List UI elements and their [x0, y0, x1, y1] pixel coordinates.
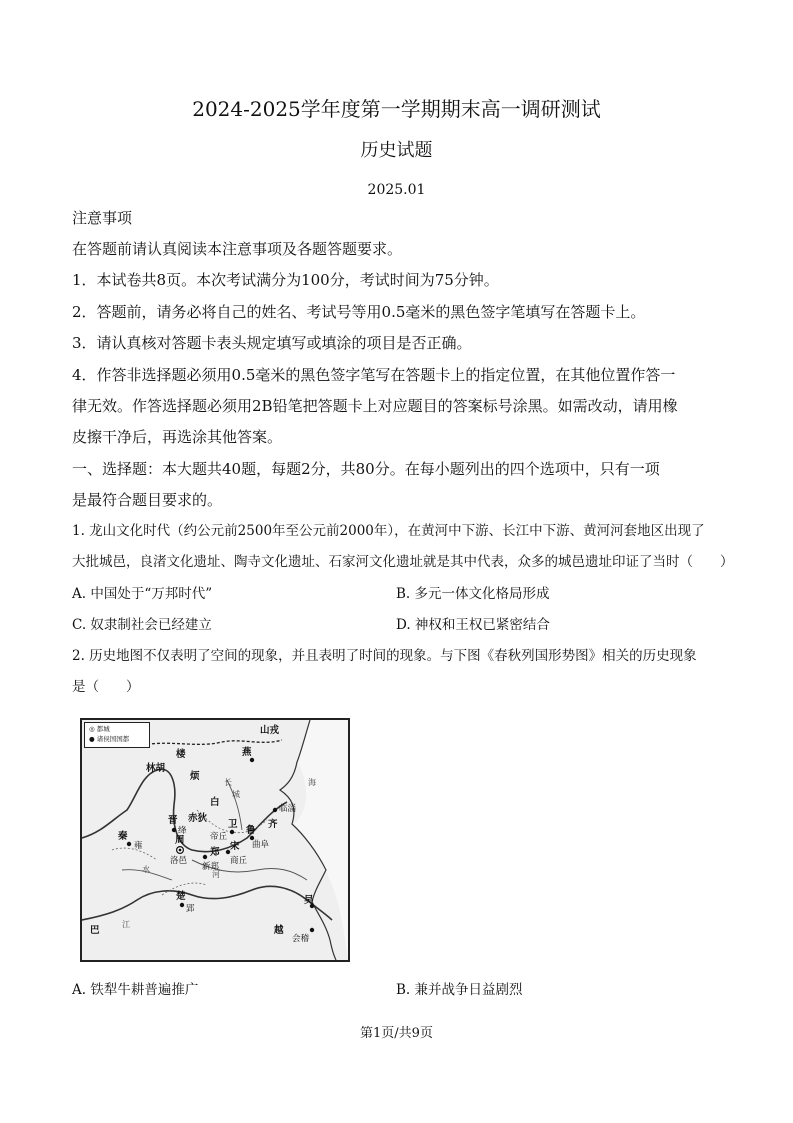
- map-label: 赤狄: [188, 813, 208, 824]
- map-label: 商丘: [230, 856, 248, 866]
- notes-intro: 在答题前请认真阅读本注意事项及各题答题要求。: [72, 240, 403, 258]
- question-1-option-b[interactable]: B. 多元一体文化格局形成: [396, 586, 550, 602]
- legend-state-capital: ● 诸侯国国都: [89, 735, 130, 743]
- question-1-option-d[interactable]: D. 神权和王权已紧密结合: [396, 617, 550, 633]
- question-2-option-b[interactable]: B. 兼并战争日益剧烈: [396, 982, 523, 998]
- notes-item: 4．作答非选择题必须用0.5毫米的黑色签字笔写在答题卡上的指定位置，在其他位置作答一: [72, 366, 676, 384]
- question-2-stem: 是（ ）: [72, 679, 140, 695]
- question-1-stem: 1. 龙山文化时代（约公元前2500年至公元前2000年），在黄河中下游、长江中下游、黄河河套地区出现了: [72, 523, 705, 539]
- notes-item: 皮擦干净后，再选涂其他答案。: [72, 428, 283, 446]
- question-1-stem: 大批城邑，良渚文化遗址、陶寺文化遗址、石家河文化遗址就是其中代表，众多的城邑遗址印证了当时（ ）: [72, 554, 734, 570]
- notes-item: 1．本试卷共8页。本次考试满分为100分，考试时间为75分钟。: [72, 271, 499, 289]
- notes-item: 2．答题前，请务必将自己的姓名、考试号等用0.5毫米的黑色签字笔填写在答题卡上。: [72, 303, 646, 321]
- map-label: 山戎: [260, 725, 280, 736]
- map-label: 帝丘: [210, 832, 228, 842]
- question-2-stem: 2. 历史地图不仅表明了空间的现象，并且表明了时间的现象。与下图《春秋列国形势图》相关的历史现象: [72, 648, 697, 664]
- section-instructions: 一、选择题：本大题共40题，每题2分，共80分。在每小题列出的四个选项中，只有一项: [72, 460, 660, 478]
- map-label: 吴: [304, 895, 314, 906]
- map-label: 楚: [176, 891, 186, 902]
- question-2-option-a[interactable]: A. 铁犁牛耕普遍推广: [72, 982, 199, 998]
- notes-heading: 注意事项: [72, 209, 133, 227]
- map-label: 会稽: [292, 934, 310, 944]
- map-label: 河: [212, 870, 220, 879]
- subject-title: 历史试题: [360, 140, 433, 161]
- notes-item: 3．请认真核对答题卡表头规定填写或填涂的项目是否正确。: [72, 334, 472, 352]
- map-label: 新郑: [202, 862, 220, 872]
- page-number: 第1页/共9页: [360, 1026, 433, 1041]
- map-label: 烦: [190, 771, 200, 782]
- section-instructions: 是最符合题目要求的。: [72, 491, 223, 509]
- map-label: 江: [122, 920, 130, 929]
- map-label: 宋: [230, 841, 240, 852]
- map-label: 海: [308, 778, 316, 787]
- map-label: 绛: [178, 826, 187, 836]
- map-label: 巴: [90, 925, 100, 936]
- map-label: 卫: [228, 819, 238, 830]
- map-label: 周: [175, 835, 185, 846]
- spring-autumn-states-map: [80, 718, 350, 962]
- map-label: 雍: [134, 841, 143, 851]
- exam-title: 2024-2025学年度第一学期期末高一调研测试: [192, 97, 601, 121]
- map-label: 郑: [210, 847, 220, 858]
- legend-capital: ◎ 都城: [89, 725, 110, 733]
- map-legend: [84, 722, 150, 748]
- question-1-option-c[interactable]: C. 奴隶制社会已经建立: [72, 617, 212, 633]
- exam-date: 2025.01: [367, 182, 426, 198]
- map-label: 晋: [168, 815, 178, 826]
- map-label: 长: [224, 778, 232, 787]
- map-label: 郢: [186, 904, 195, 914]
- map-label: 鲁: [246, 825, 256, 836]
- map-label: 洛邑: [170, 856, 188, 866]
- map-label: 林胡: [146, 763, 166, 774]
- map-label: 齐: [268, 819, 278, 830]
- notes-item: 律无效。作答选择题必须用2B铅笔把答题卡上对应题目的答案标号涂黑。如需改动，请用橡: [72, 397, 678, 415]
- map-label: 曲阜: [252, 840, 270, 850]
- map-label: 水: [142, 865, 150, 874]
- map-label: 临淄: [279, 804, 297, 814]
- map-label: 城: [232, 790, 240, 799]
- map-label: 越: [274, 925, 284, 936]
- map-label: 白: [210, 797, 220, 808]
- question-1-option-a[interactable]: A. 中国处于“万邦时代”: [72, 586, 213, 602]
- map-label: 秦: [118, 831, 128, 842]
- map-label: 燕: [242, 747, 252, 758]
- map-label: 楼: [176, 749, 186, 760]
